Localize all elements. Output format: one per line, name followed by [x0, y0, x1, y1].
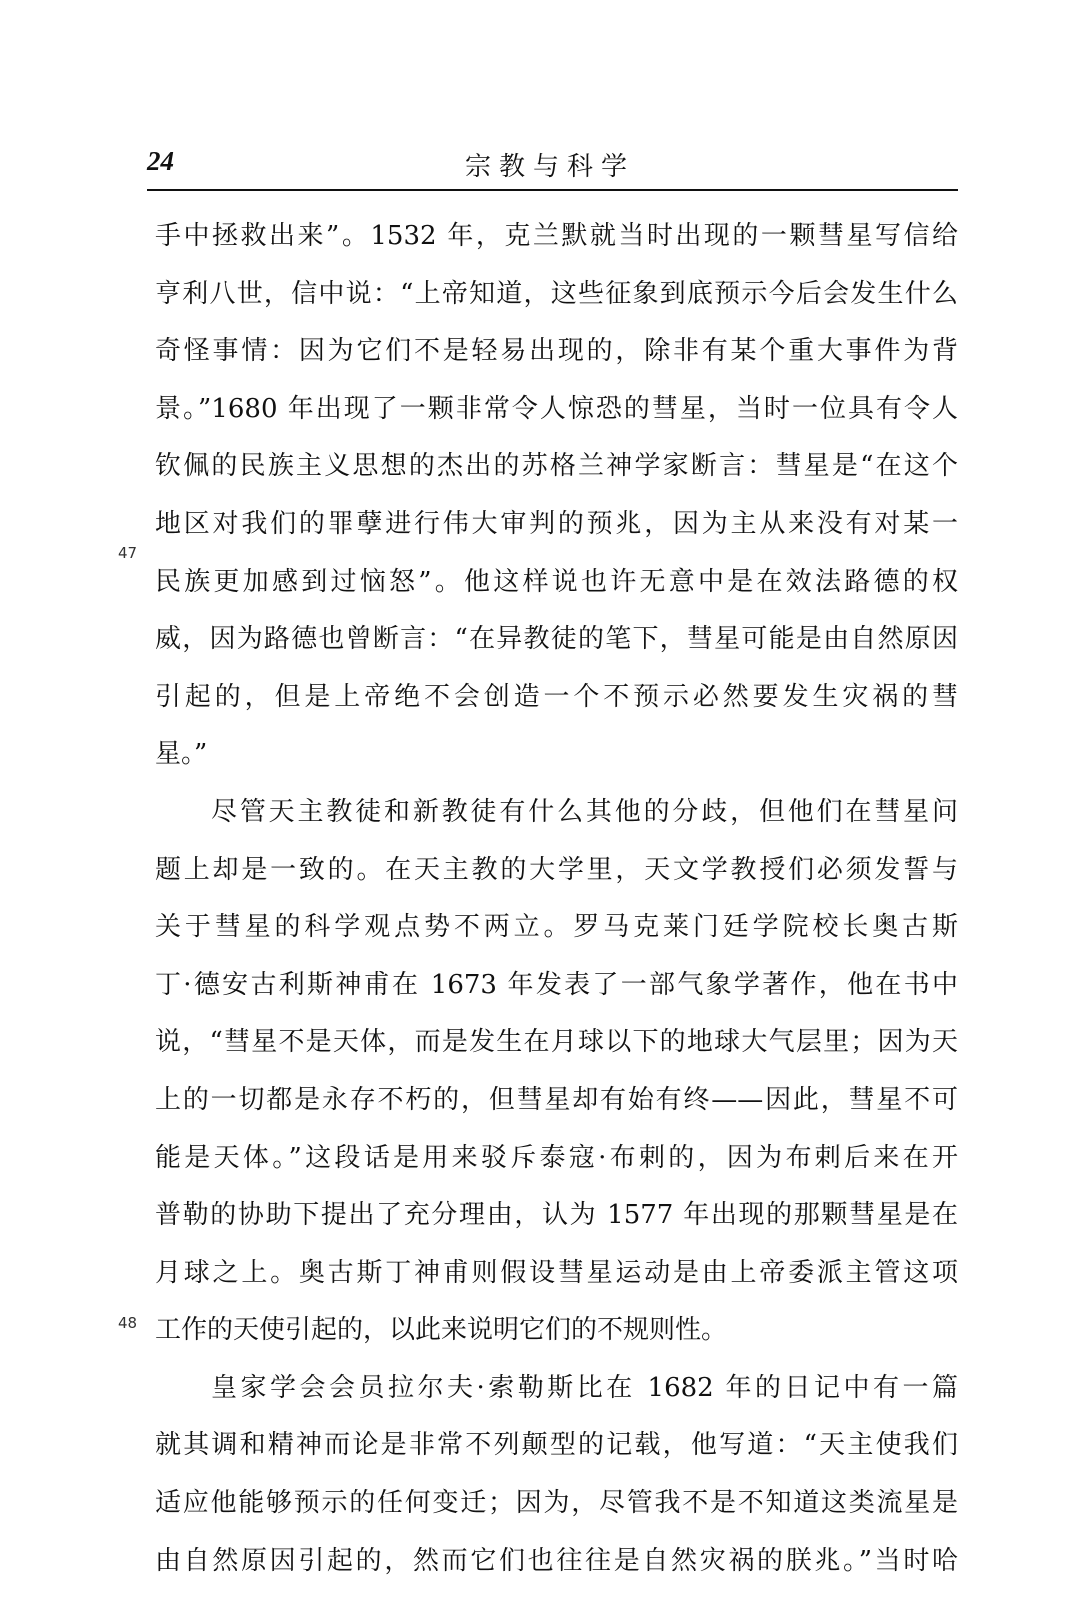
text-line: 说，“彗星不是天体，而是发生在月球以下的地球大气层里；因为天	[155, 1027, 958, 1058]
text-line: 月球之上。奥古斯丁神甫则假设彗星运动是由上帝委派主管这项	[155, 1257, 958, 1288]
text-line: 地区对我们的罪孽进行伟大审判的预兆，因为主从来没有对某一	[155, 508, 958, 539]
text-line: 手中拯救出来”。1532 年，克兰默就当时出现的一颗彗星写信给	[155, 221, 958, 251]
text-line: 丁·德安古利斯神甫在 1673 年发表了一部气象学著作，他在书中	[155, 969, 958, 1000]
header-rule	[147, 189, 958, 191]
text-line: 上的一切都是永存不朽的，但彗星却有始有终——因此，彗星不可	[155, 1084, 958, 1115]
text-line: 题上却是一致的。在天主教的大学里，天文学教授们必须发誓与	[155, 854, 958, 885]
text-line: 适应他能够预示的任何变迁；因为，尽管我不是不知道这类流星是	[155, 1488, 958, 1519]
text-line: 星。”	[155, 739, 208, 770]
text-line: 关于彗星的科学观点势不两立。罗马克莱门廷学院校长奥古斯	[155, 912, 958, 943]
body-text	[155, 208, 958, 1590]
text-line: 威，因为路德也曾断言：“在异教徒的笔下，彗星可能是由自然原因	[155, 624, 958, 655]
margin-note-48: 48	[118, 1314, 138, 1332]
text-line: 尽管天主教徒和新教徒有什么其他的分歧，但他们在彗星问	[211, 796, 958, 827]
text-line: 由自然原因引起的，然而它们也往往是自然灾祸的朕兆。”当时哈	[155, 1545, 958, 1576]
page-number: 24	[147, 146, 174, 176]
text-line: 普勒的协助下提出了充分理由，认为 1577 年出现的那颗彗星是在	[155, 1200, 958, 1231]
running-title: 宗教与科学	[464, 152, 635, 182]
margin-note-47: 47	[118, 544, 138, 562]
text-line: 能是天体。”这段话是用来驳斥泰寇·布剌的，因为布剌后来在开	[155, 1142, 958, 1173]
text-line: 就其调和精神而论是非常不列颠型的记载，他写道：“天主使我们	[155, 1430, 958, 1461]
text-line: 亨利八世，信中说：“上帝知道，这些征象到底预示今后会发生什么	[155, 278, 958, 309]
text-line: 引起的，但是上帝绝不会创造一个不预示必然要发生灾祸的彗	[155, 681, 958, 712]
text-line: 皇家学会会员拉尔夫·索勒斯比在 1682 年的日记中有一篇	[211, 1372, 958, 1403]
text-line: 民族更加感到过恼怒”。他这样说也许无意中是在效法路德的权	[155, 566, 958, 597]
text-line: 奇怪事情：因为它们不是轻易出现的，除非有某个重大事件为背	[155, 336, 958, 367]
text-line: 工作的天使引起的，以此来说明它们的不规则性。	[155, 1315, 728, 1346]
text-line: 钦佩的民族主义思想的杰出的苏格兰神学家断言：彗星是“在这个	[155, 451, 958, 482]
text-line: 景。”1680 年出现了一颗非常令人惊恐的彗星，当时一位具有令人	[155, 393, 958, 424]
